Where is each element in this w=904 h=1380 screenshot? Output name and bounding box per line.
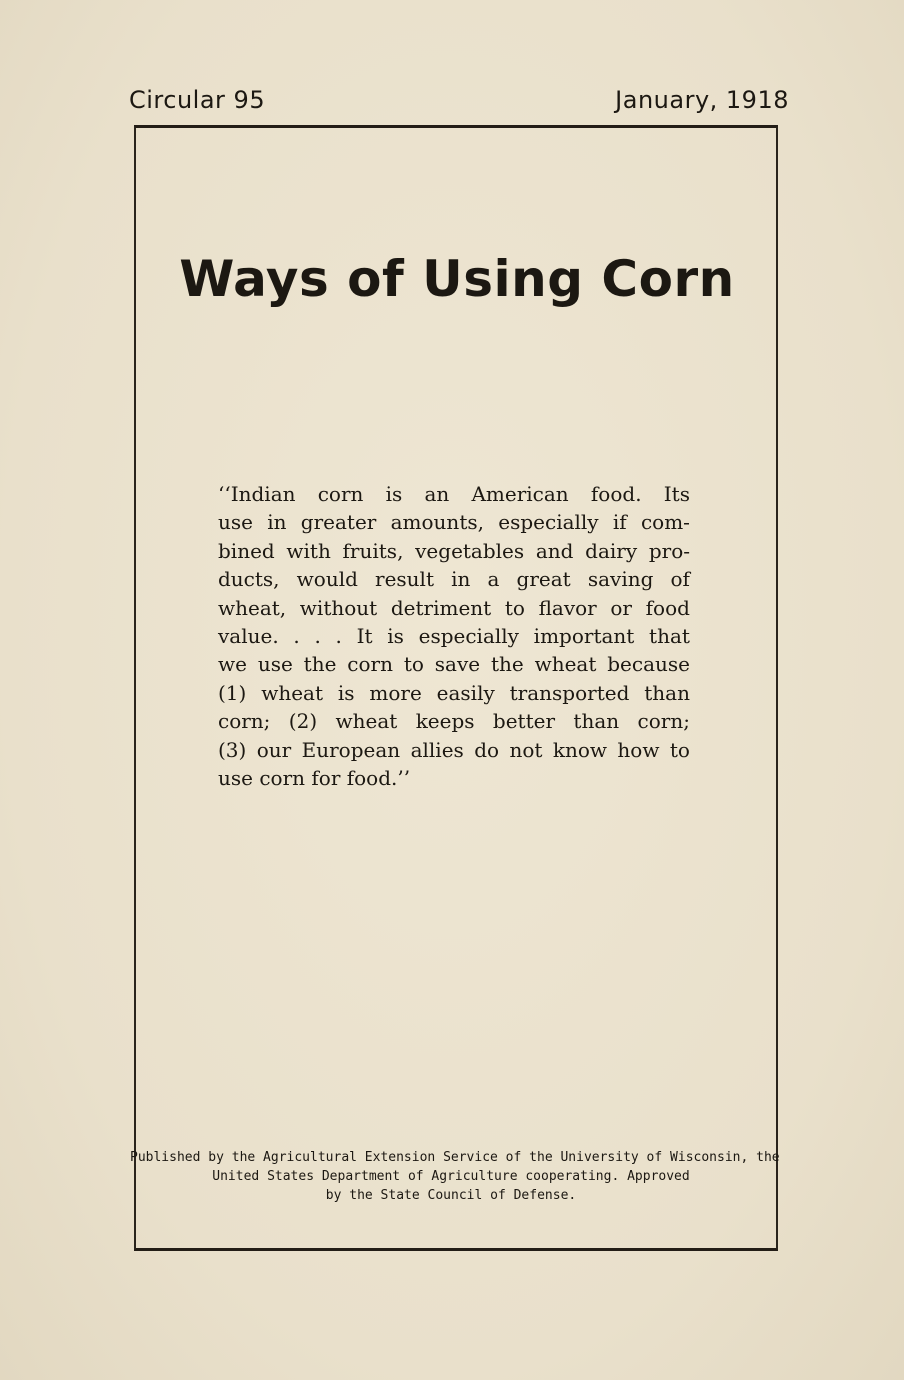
quote-word: in <box>267 510 287 535</box>
quote-word: great <box>516 567 571 592</box>
quote-word: or <box>610 595 632 620</box>
quote-word: dairy <box>585 538 638 563</box>
quote-line <box>218 537 690 565</box>
quote-word: (1) <box>218 680 247 705</box>
quote-line <box>218 736 690 764</box>
publication-date: January, 1918 <box>615 86 789 114</box>
quote-word: ducts, <box>218 567 280 592</box>
quote-line <box>218 594 690 622</box>
quote-word: . <box>314 624 321 649</box>
quote-word: the <box>490 652 524 677</box>
quote-word: of <box>670 567 690 592</box>
quote-word: fruits, <box>342 538 404 563</box>
quote-word: than <box>644 680 690 705</box>
quote-word: vegetables <box>415 538 525 563</box>
quote-line <box>218 508 690 536</box>
quote-word: result <box>375 567 434 592</box>
quote-word: amounts, <box>390 510 484 535</box>
quote-word: with <box>286 538 331 563</box>
quote-word: do <box>474 737 500 762</box>
quote-word: American <box>471 482 569 506</box>
quote-word: corn; <box>637 709 690 734</box>
quote-word: (2) <box>288 709 318 734</box>
footer-line: Published by the Agricultural Extension Service of the University of Wisconsin, the <box>130 1150 780 1165</box>
quote-word: we <box>218 652 247 677</box>
quote-word: to <box>504 595 525 620</box>
footer-line: United States Department of Agriculture cooperating. Approved <box>212 1169 690 1184</box>
quote-word: corn <box>317 482 364 506</box>
page-title: Ways of Using Corn <box>179 250 735 308</box>
quote-word: com- <box>640 510 690 535</box>
quote-word: ‘‘Indian <box>218 482 296 506</box>
quote-word: It <box>356 624 373 649</box>
quote-word: a <box>487 567 500 592</box>
quote-word: greater <box>300 510 377 535</box>
quote-word: wheat <box>335 709 398 734</box>
quote-word: value. <box>218 624 279 649</box>
quote-word: is <box>385 482 403 506</box>
quote-word: use <box>218 510 253 535</box>
quote-word: save <box>434 652 481 677</box>
quote-word: how <box>617 737 660 762</box>
quote-word: food <box>645 595 690 620</box>
quote-word: to <box>403 652 424 677</box>
quote-line <box>218 764 690 792</box>
quote-line <box>218 679 690 707</box>
quote-word: in <box>451 567 471 592</box>
quote-word: not <box>509 737 543 762</box>
quote-word: would <box>296 567 358 592</box>
quote-word: wheat, <box>218 595 287 620</box>
quote-word: to <box>669 737 690 762</box>
quote-word: wheat <box>261 680 323 705</box>
circular-number: Circular 95 <box>129 86 266 114</box>
quote-word: pro- <box>648 538 690 563</box>
quote-line <box>218 650 690 678</box>
quote-word: the <box>303 652 337 677</box>
quote-word: than <box>573 709 620 734</box>
quote-word: . <box>293 624 300 649</box>
quote-word: corn <box>347 652 393 677</box>
quote-word: an <box>424 482 450 506</box>
quote-word: corn; <box>218 709 271 734</box>
quote-word: bined <box>218 538 275 563</box>
quote-word: Its <box>663 482 690 506</box>
quotation-block <box>218 480 690 792</box>
quote-word: use corn for food.’’ <box>218 766 411 791</box>
quote-word: if <box>612 510 627 535</box>
quote-word: easily <box>436 680 495 705</box>
footer-line: by the State Council of Defense. <box>325 1188 577 1203</box>
quote-word: saving <box>587 567 654 592</box>
quote-word: use <box>257 652 293 677</box>
quote-word: allies <box>410 737 464 762</box>
quote-word: is <box>337 680 355 705</box>
quote-line <box>218 480 690 508</box>
quote-word: flavor <box>538 595 597 620</box>
quote-word: know <box>552 737 607 762</box>
quote-word: (3) <box>218 737 247 762</box>
quote-word: better <box>492 709 556 734</box>
quote-line <box>218 565 690 593</box>
quote-word: and <box>535 538 574 563</box>
quote-word: especially <box>418 624 519 649</box>
quote-line <box>218 707 690 735</box>
quote-word: especially <box>498 510 599 535</box>
quote-line <box>218 622 690 650</box>
quote-word: keeps <box>415 709 475 734</box>
page-header <box>129 86 789 122</box>
quote-word: more <box>369 680 422 705</box>
quote-word: our <box>256 737 292 762</box>
quote-word: without <box>299 595 378 620</box>
quote-word: that <box>649 624 690 649</box>
quote-word: . <box>335 624 342 649</box>
quote-word: detriment <box>390 595 492 620</box>
quote-word: European <box>301 737 401 762</box>
quote-word: food. <box>590 482 642 506</box>
quote-word: important <box>533 624 635 649</box>
quote-word: transported <box>509 680 630 705</box>
quote-word: wheat <box>534 652 597 677</box>
publisher-note <box>130 1148 780 1205</box>
quote-word: because <box>607 652 690 677</box>
quote-word: is <box>387 624 404 649</box>
